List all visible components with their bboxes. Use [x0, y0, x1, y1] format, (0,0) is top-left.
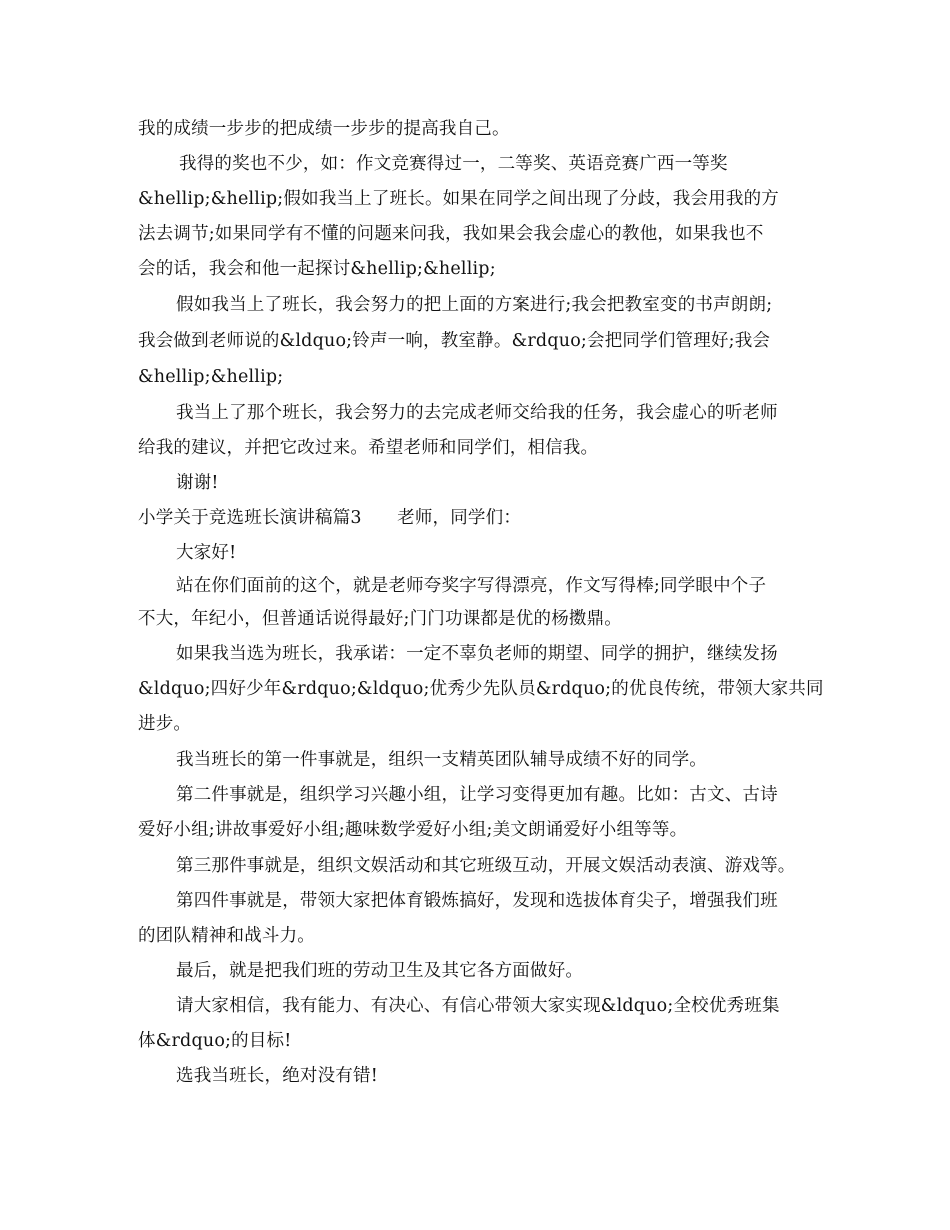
- text-line: 不大，年纪小，但普通话说得最好;门门功课都是优的杨擞鼎。: [138, 609, 622, 629]
- section-heading: 小学关于竞选班长演讲稿篇3 老师，同学们：: [138, 508, 522, 528]
- text-line: 爱好小组;讲故事爱好小组;趣味数学爱好小组;美文朗诵爱好小组等等。: [138, 820, 688, 840]
- text-line: 第四件事就是，带领大家把体育锻炼搞好，发现和选拔体育尖子，增强我们班: [176, 891, 778, 911]
- text-line: &hellip;&hellip;假如我当上了班长。如果在同学之间出现了分歧，我会用我的方: [138, 189, 779, 209]
- text-line: 体&rdquo;的目标!: [138, 1031, 292, 1051]
- text-line: 站在你们面前的这个，就是老师夸奖字写得漂亮，作文写得棒;同学眼中个子: [176, 576, 767, 596]
- text-line: &ldquo;四好少年&rdquo;&ldquo;优秀少先队员&rdquo;的优良传统，带领大家共同: [138, 679, 824, 699]
- text-line: 假如我当上了班长，我会努力的把上面的方案进行;我会把教室变的书声朗朗;: [176, 295, 773, 315]
- text-line: 法去调节;如果同学有不懂的问题来问我，我如果会我会虚心的教他，如果我也不: [138, 224, 764, 244]
- text-line: 第二件事就是，组织学习兴趣小组，让学习变得更加有趣。比如：古文、古诗: [176, 785, 778, 805]
- text-line: 我会做到老师说的&ldquo;铃声一响，教室静。&rdquo;会把同学们管理好;我会: [138, 331, 771, 351]
- text-line: 我当上了那个班长，我会努力的去完成老师交给我的任务，我会虚心的听老师: [176, 403, 778, 423]
- text-line: 给我的建议，并把它改过来。希望老师和同学们，相信我。: [138, 438, 599, 458]
- text-line: 的团队精神和战斗力。: [138, 926, 315, 946]
- text-line: 请大家相信，我有能力、有决心、有信心带领大家实现&ldquo;全校优秀班集: [176, 996, 780, 1016]
- text-line: 选我当班长，绝对没有错!: [176, 1066, 378, 1086]
- text-line: 大家好!: [176, 543, 237, 563]
- text-line: 我得的奖也不少，如：作文竞赛得过一，二等奖、英语竞赛广西一等奖: [179, 154, 728, 174]
- text-line: 第三那件事就是，组织文娱活动和其它班级互动，开展文娱活动表演、游戏等。: [176, 856, 796, 876]
- text-line: 我的成绩一步步的把成绩一步步的提高我自己。: [138, 119, 510, 139]
- text-line: 如果我当选为班长，我承诺：一定不辜负老师的期望、同学的拥护，继续发扬: [176, 644, 778, 664]
- text-line: &hellip;&hellip;: [138, 367, 284, 387]
- text-line: 最后，就是把我们班的劳动卫生及其它各方面做好。: [176, 961, 584, 981]
- text-line: 会的话，我会和他一起探讨&hellip;&hellip;: [138, 259, 496, 279]
- text-line: 进步。: [138, 714, 192, 734]
- text-line: 我当班长的第一件事就是，组织一支精英团队辅导成绩不好的同学。: [176, 750, 707, 770]
- text-line: 谢谢!: [176, 473, 219, 493]
